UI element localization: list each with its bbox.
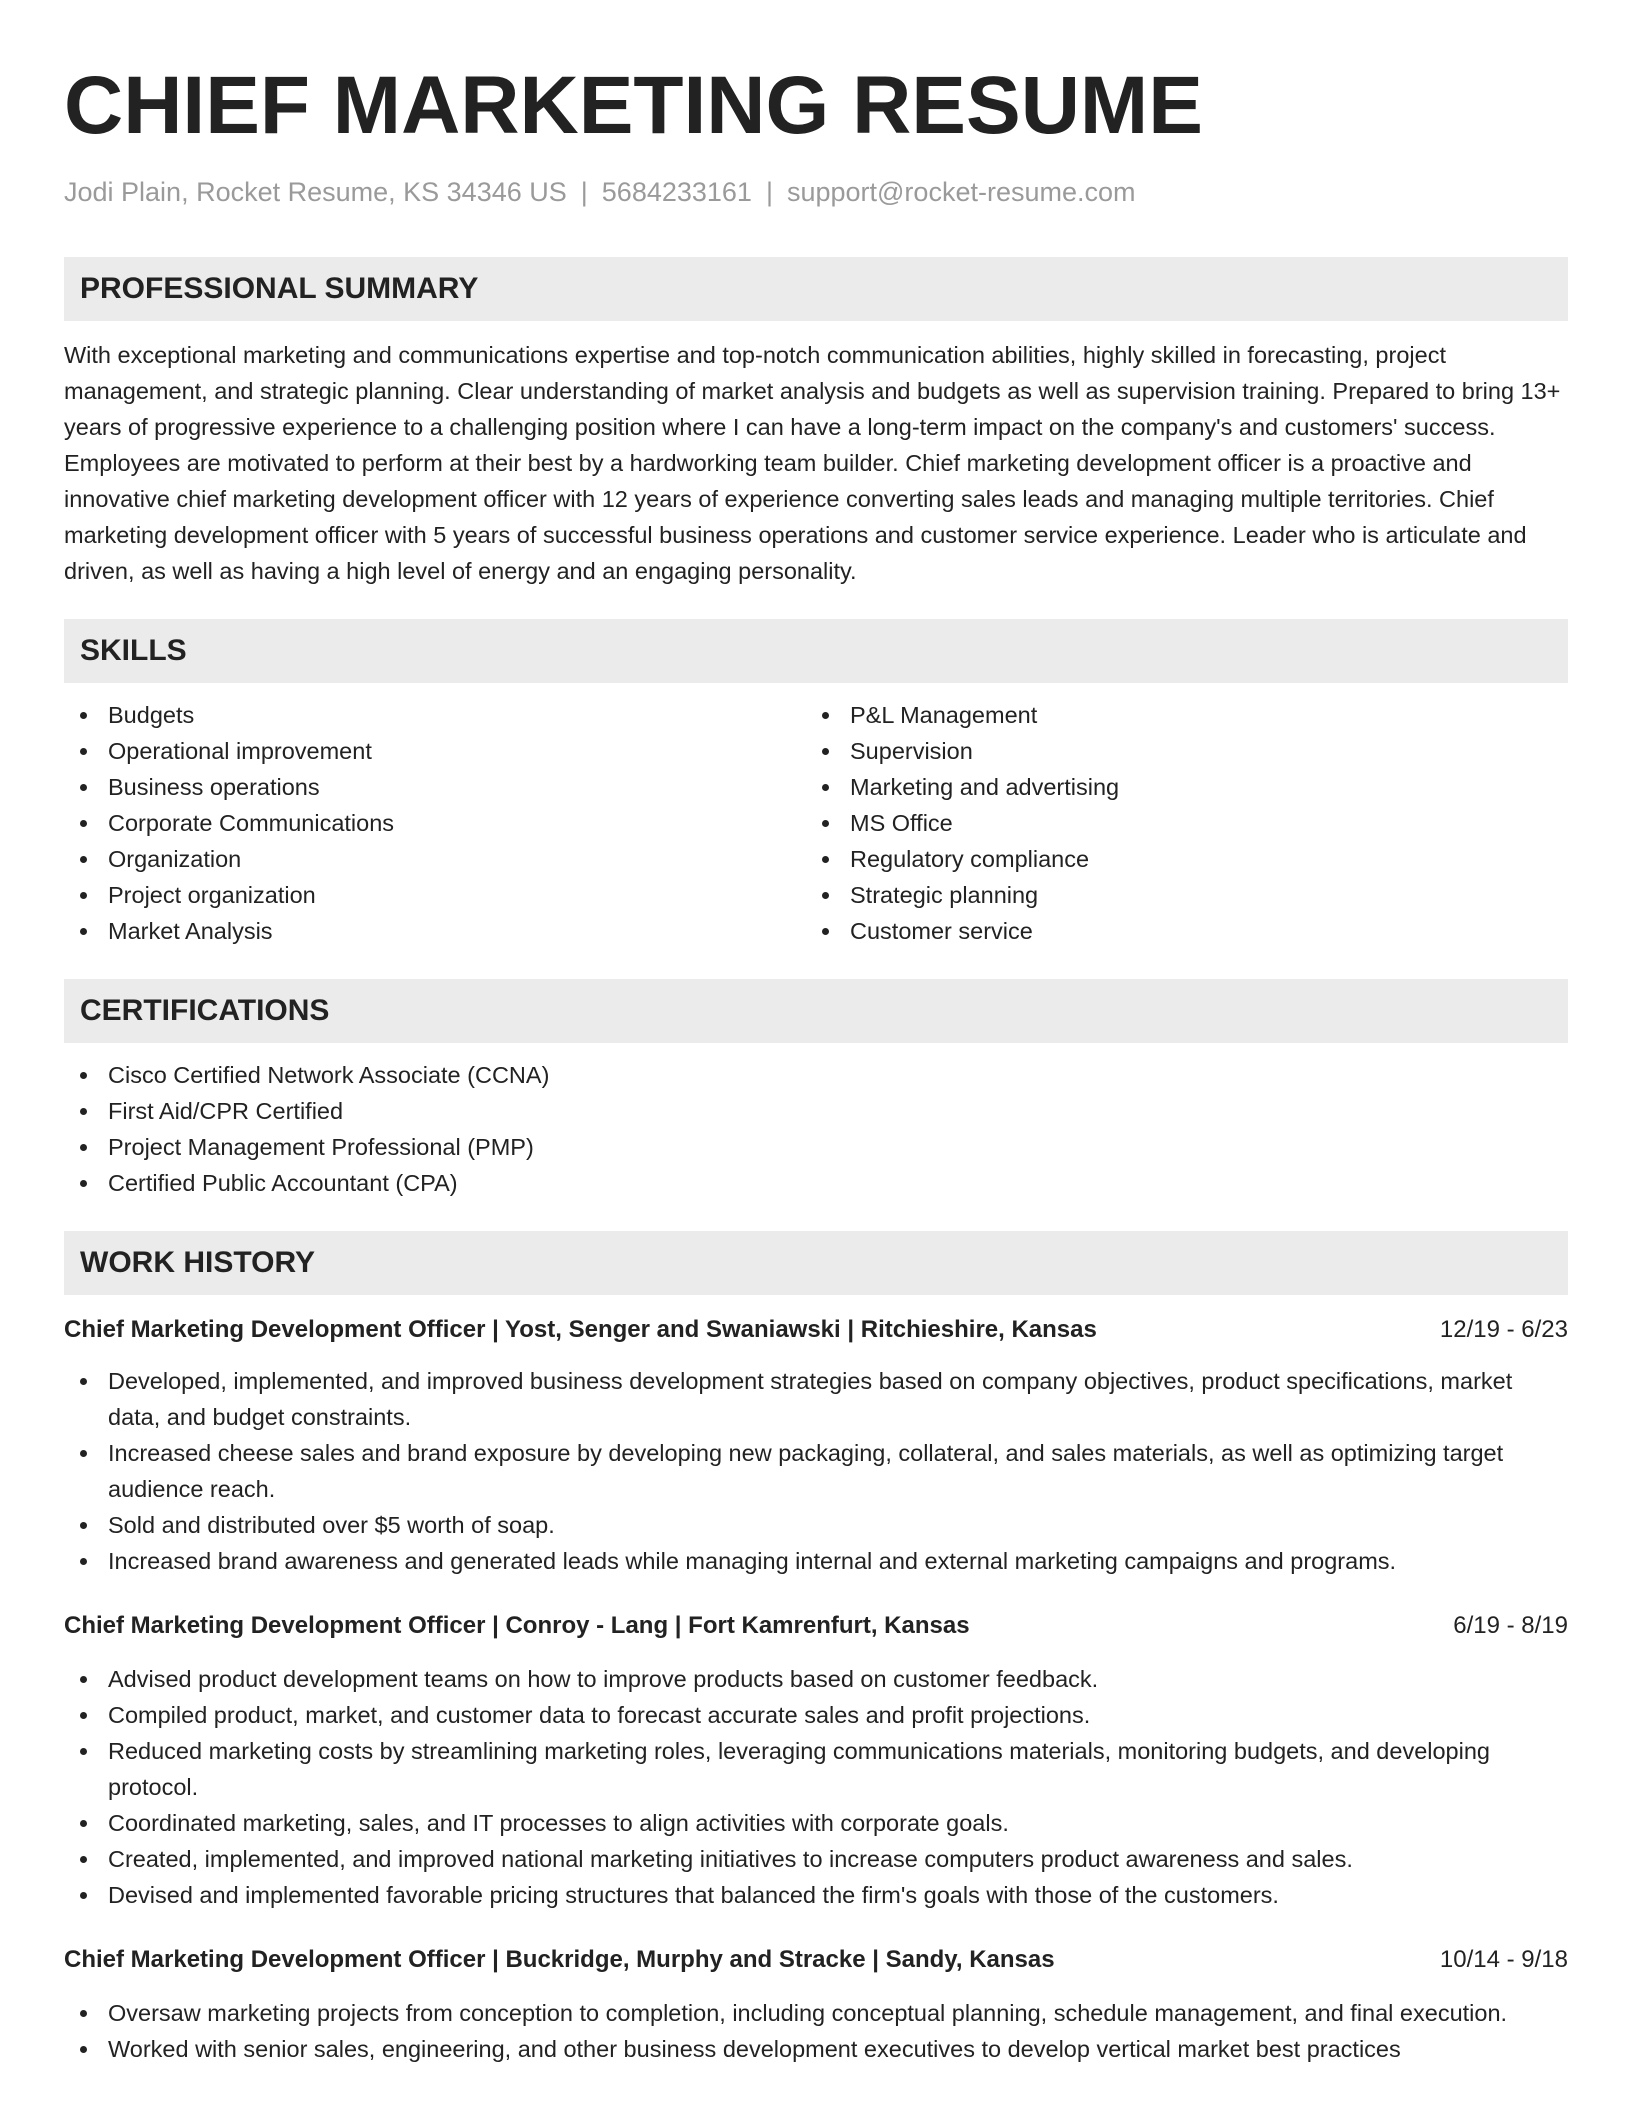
job-bullets	[64, 1661, 1568, 1913]
contact-phone: 5684233161	[601, 177, 752, 207]
job-bullet: Advised product development teams on how to improve products based on customer feedback.	[64, 1661, 1568, 1697]
job-bullet: Oversaw marketing projects from conception to completion, including conceptual planning, schedule management, and final execution.	[64, 1995, 1568, 2031]
section-header-work-history: WORK HISTORY	[64, 1231, 1568, 1295]
skill-item: Corporate Communications	[64, 805, 806, 841]
skill-item: Operational improvement	[64, 733, 806, 769]
skills-column-left	[64, 697, 806, 949]
skills-grid	[64, 697, 1568, 949]
job-bullet: Increased cheese sales and brand exposure by developing new packaging, collateral, and sales materials, as well as optimizing target audience reach.	[64, 1435, 1568, 1507]
job-dates: 6/19 - 8/19	[1453, 1612, 1568, 1639]
certification-item: Certified Public Accountant (CPA)	[64, 1165, 1568, 1201]
skill-item: Marketing and advertising	[806, 769, 1548, 805]
job-header	[64, 1943, 1568, 1977]
skill-item: Budgets	[64, 697, 806, 733]
job-header	[64, 1313, 1568, 1347]
job-entry	[64, 1943, 1568, 2067]
skill-item: MS Office	[806, 805, 1548, 841]
skill-item: Regulatory compliance	[806, 841, 1548, 877]
job-title: Chief Marketing Development Officer | Buckridge, Murphy and Stracke | Sandy, Kansas	[64, 1946, 1055, 1973]
job-dates: 10/14 - 9/18	[1439, 1946, 1568, 1973]
skills-column-right	[806, 697, 1548, 949]
job-bullets	[64, 1995, 1568, 2067]
contact-separator: |	[580, 177, 588, 207]
job-bullet: Worked with senior sales, engineering, and other business development executives to develop vertical market best practices	[64, 2031, 1568, 2067]
skills-list-left	[64, 697, 806, 949]
skill-item: Business operations	[64, 769, 806, 805]
contact-separator: |	[765, 177, 773, 207]
job-bullet: Coordinated marketing, sales, and IT processes to align activities with corporate goals.	[64, 1805, 1568, 1841]
skills-list-right	[806, 697, 1548, 949]
section-header-summary: PROFESSIONAL SUMMARY	[64, 257, 1568, 321]
job-header	[64, 1609, 1568, 1643]
skill-item: Strategic planning	[806, 877, 1548, 913]
job-bullets	[64, 1363, 1568, 1579]
certification-item: First Aid/CPR Certified	[64, 1093, 1568, 1129]
skill-item: Organization	[64, 841, 806, 877]
section-header-skills: SKILLS	[64, 619, 1568, 683]
job-bullet: Developed, implemented, and improved business development strategies based on company objectives, product specifications, market data, and budget constraints.	[64, 1363, 1568, 1435]
job-bullet: Devised and implemented favorable pricing structures that balanced the firm's goals with those of the customers.	[64, 1877, 1568, 1913]
summary-text: With exceptional marketing and communications expertise and top-notch communication abilities, highly skilled in forecasting, project management, and strategic planning. Clear understanding of market analysis and budgets as well as supervision training. Prepared to bring 13+ years of progressive experience to a challenging position where I can have a long-term impact on the company's and customers' success. Employees are motivated to perform at their best by a hardworking team builder. Chief marketing development officer is a proactive and innovative chief marketing development officer with 12 years of experience converting sales leads and managing multiple territories. Chief marketing development officer with 5 years of successful business operations and customer service experience. Leader who is articulate and driven, as well as having a high level of energy and an engaging personality.	[64, 342, 1561, 584]
skill-item: P&L Management	[806, 697, 1548, 733]
certification-item: Cisco Certified Network Associate (CCNA)	[64, 1057, 1568, 1093]
job-dates: 12/19 - 6/23	[1439, 1316, 1568, 1343]
job-bullet: Reduced marketing costs by streamlining marketing roles, leveraging communications materials, monitoring budgets, and developing protocol.	[64, 1733, 1568, 1805]
skill-item: Market Analysis	[64, 913, 806, 949]
job-bullet: Compiled product, market, and customer data to forecast accurate sales and profit projections.	[64, 1697, 1568, 1733]
job-entry	[64, 1609, 1568, 1913]
resume-title: CHIEF MARKETING RESUME	[64, 60, 1203, 151]
job-title: Chief Marketing Development Officer | Conroy - Lang | Fort Kamrenfurt, Kansas	[64, 1612, 970, 1639]
job-bullet: Created, implemented, and improved national marketing initiatives to increase computers product awareness and sales.	[64, 1841, 1568, 1877]
contact-email[interactable]: support@rocket-resume.com	[786, 177, 1136, 207]
section-header-certifications: CERTIFICATIONS	[64, 979, 1568, 1043]
contact-line	[64, 174, 1568, 210]
skill-item: Supervision	[806, 733, 1548, 769]
job-entry	[64, 1313, 1568, 1579]
job-title: Chief Marketing Development Officer | Yost, Senger and Swaniawski | Ritchieshire, Kansas	[64, 1316, 1097, 1343]
contact-address: Jodi Plain, Rocket Resume, KS 34346 US	[64, 177, 567, 207]
job-bullet: Increased brand awareness and generated leads while managing internal and external marketing campaigns and programs.	[64, 1543, 1568, 1579]
certification-item: Project Management Professional (PMP)	[64, 1129, 1568, 1165]
skill-item: Customer service	[806, 913, 1548, 949]
skill-item: Project organization	[64, 877, 806, 913]
job-bullet: Sold and distributed over $5 worth of soap.	[64, 1507, 1568, 1543]
certifications-list	[64, 1057, 1568, 1201]
